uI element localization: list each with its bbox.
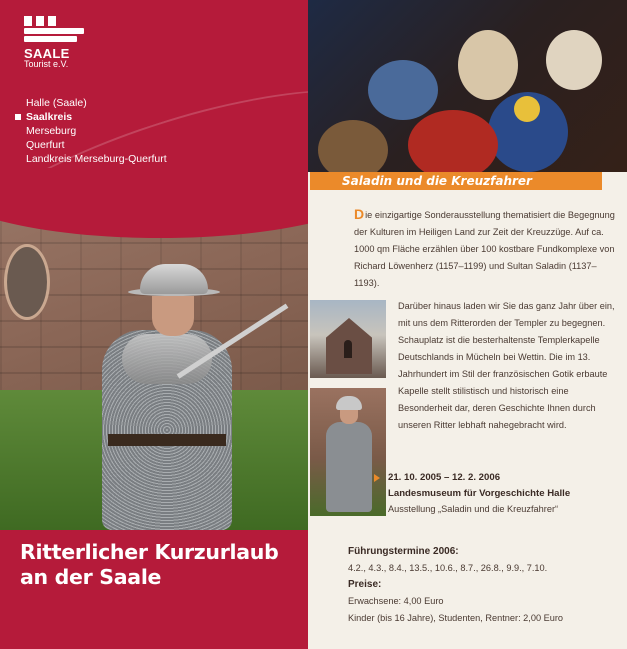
photo-top-curve xyxy=(0,168,308,238)
helmet-icon xyxy=(336,396,362,410)
tours-heading: Führungstermine 2006: xyxy=(348,546,459,557)
knight-photo xyxy=(0,168,308,530)
crusader-painting xyxy=(308,0,627,172)
tours-dates: 4.2., 4.3., 8.4., 13.5., 10.6., 8.7., 26.8., 9.9., 7.10. xyxy=(348,563,548,573)
helmet-figure xyxy=(368,60,438,120)
knight-small-photo xyxy=(310,388,386,516)
intro-paragraph xyxy=(354,207,616,292)
left-panel xyxy=(0,0,308,649)
drop-cap: D xyxy=(354,206,365,222)
nav-item-landkreis-merseburg-querfurt[interactable]: Landkreis Merseburg-Querfurt xyxy=(26,153,167,165)
right-panel xyxy=(308,0,627,649)
price-reduced: Kinder (bis 16 Jahre), Studenten, Rentner: 2,00 Euro xyxy=(348,613,564,623)
prices-heading: Preise: xyxy=(348,579,382,590)
title-line-2: an der Saale xyxy=(20,565,162,589)
event-dates: 21. 10. 2005 – 12. 2. 2006 xyxy=(388,472,501,483)
price-adults: Erwachsene: 4,00 Euro xyxy=(348,596,444,606)
nav-item-querfurt[interactable]: Querfurt xyxy=(26,139,65,151)
horse xyxy=(318,120,388,172)
tour-schedule xyxy=(348,544,623,627)
event-exhibition: Ausstellung „Saladin und die Kreuzfahrer“ xyxy=(388,504,559,514)
brand-name: SAALE xyxy=(24,46,70,61)
helmet-icon xyxy=(140,264,208,294)
event-venue: Landesmuseum für Vorgeschichte Halle xyxy=(388,488,571,499)
chapel-photo xyxy=(310,300,386,378)
wall-opening xyxy=(4,244,50,320)
turban-figure xyxy=(546,30,602,90)
turban-figure xyxy=(458,30,518,100)
nav-item-saalkreis[interactable]: Saalkreis xyxy=(26,110,167,124)
event-info xyxy=(388,469,623,518)
nav-item-merseburg[interactable]: Merseburg xyxy=(26,125,77,137)
brand-subtitle: Tourist e.V. xyxy=(24,59,69,69)
title-line-1: Ritterlicher Kurzurlaub xyxy=(20,540,279,564)
nav-item-halle[interactable]: Halle (Saale) xyxy=(26,97,87,109)
templar-paragraph: Darüber hinaus laden wir Sie das ganz Jahr über ein, mit uns dem Ritterorden der Templer zu begegnen. Schauplatz ist die besterhaltenste Templerkapelle Deutschlands in Mücheln bei Wettin. Die im 13. Jahrhundert im Stil der französischen Gotik erbaute Kapelle stellt stilistisch und historisch eine Besonderheit dar, deren Geschichte Ihnen durch unseren Ritter lebhaft nahegebracht wird. xyxy=(398,301,615,430)
arrow-bullet-icon xyxy=(374,474,380,482)
saale-tourist-logo[interactable] xyxy=(24,16,84,69)
page-title xyxy=(20,540,278,590)
intro-text: ie einzigartige Sonderausstellung thematisiert die Begegnung der Kulturen im Heiligen Land zur Zeit der Kreuzzüge. Auf ca. 1000 qm Fläche erzählen über 100 kostbare Fundkomplexe von Richard Löwenherz (1157–1199) und Sultan Saladin (1137–1193). xyxy=(354,210,615,288)
knight-figure xyxy=(82,264,252,530)
article-banner: Saladin und die Kreuzfahrer xyxy=(310,172,602,190)
shield-emblem xyxy=(514,96,540,122)
wave-logo-icon xyxy=(24,16,84,42)
red-robe xyxy=(408,110,498,172)
